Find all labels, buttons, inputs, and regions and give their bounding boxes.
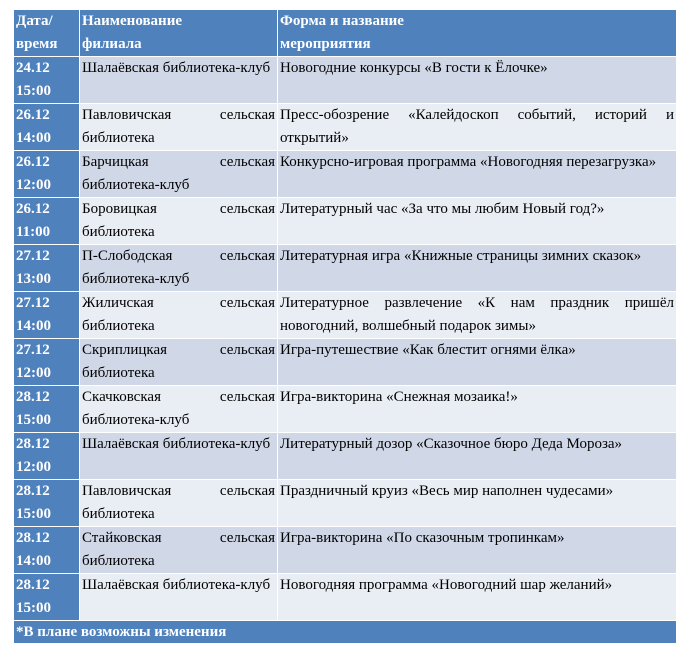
row-time: 12:00 [16,459,51,475]
row-event: Новогодняя программа «Новогодний шар желаний» [278,574,677,621]
table-row [14,104,677,151]
header-event-line1: Форма и название [280,13,404,29]
table-row [14,433,677,480]
row-event: Конкурсно-игровая программа «Новогодняя перезагрузка» [278,151,677,198]
table-row [14,339,677,386]
row-branch: Стайковская сельская библиотека [80,527,278,574]
row-branch: Шалаёвская библиотека-клуб [80,57,278,104]
row-date: 24.12 [16,60,50,76]
row-branch: Шалаёвская библиотека-клуб [80,433,278,480]
row-date-time [14,433,80,480]
table-row [14,480,677,527]
row-date-time [14,104,80,151]
row-date-time [14,574,80,621]
row-date-time [14,245,80,292]
table-row [14,151,677,198]
row-time: 11:00 [16,224,51,240]
row-event: Праздничный круиз «Весь мир наполнен чудесами» [278,480,677,527]
header-branch [80,10,278,57]
row-event: Игра-викторина «По сказочным тропинкам» [278,527,677,574]
row-event: Игра-путешествие «Как блестит огнями ёлка» [278,339,677,386]
row-branch: Павловичская сельская библиотека [80,104,278,151]
row-date: 28.12 [16,577,50,593]
row-time: 15:00 [16,412,51,428]
table-row [14,574,677,621]
row-date-time [14,386,80,433]
row-date: 26.12 [16,107,50,123]
row-date: 27.12 [16,342,50,358]
row-event: Новогодние конкурсы «В гости к Ёлочке» [278,57,677,104]
header-event [278,10,677,57]
events-schedule-table [13,9,677,644]
row-time: 14:00 [16,130,51,146]
row-date-time [14,292,80,339]
table-footer [14,621,677,644]
row-date-time [14,198,80,245]
row-event: Игра-викторина «Снежная мозаика!» [278,386,677,433]
header-event-line2: мероприятия [280,36,371,52]
header-date-line2: время [16,36,58,52]
footer-note: *В плане возможны изменения [14,621,677,644]
row-time: 15:00 [16,600,51,616]
row-time: 14:00 [16,318,51,334]
row-time: 12:00 [16,365,51,381]
table-row [14,245,677,292]
row-branch: Скачковская сельская библиотека-клуб [80,386,278,433]
header-branch-line1: Наименование [82,13,182,29]
table-row [14,386,677,433]
row-date: 28.12 [16,436,50,452]
row-date: 27.12 [16,295,50,311]
row-date: 26.12 [16,201,50,217]
row-date-time [14,480,80,527]
table-body [14,57,677,621]
table-row [14,292,677,339]
row-date-time [14,527,80,574]
header-branch-line2: филиала [82,36,142,52]
row-date: 26.12 [16,154,50,170]
row-branch: Шалаёвская библиотека-клуб [80,574,278,621]
table-header [14,10,677,57]
row-event: Литературное развлечение «К нам праздник пришёл новогодний, волшебный подарок зимы» [278,292,677,339]
row-time: 13:00 [16,271,51,287]
row-time: 15:00 [16,83,51,99]
row-event: Пресс-обозрение «Калейдоскоп событий, историй и открытий» [278,104,677,151]
table-row [14,198,677,245]
row-branch: Жиличская сельская библиотека [80,292,278,339]
header-date-time [14,10,80,57]
row-date-time [14,57,80,104]
row-time: 12:00 [16,177,51,193]
row-date-time [14,151,80,198]
row-date: 28.12 [16,389,50,405]
table-row [14,57,677,104]
table-row [14,527,677,574]
row-date: 28.12 [16,530,50,546]
row-time: 14:00 [16,553,51,569]
row-event: Литературный дозор «Сказочное бюро Деда Мороза» [278,433,677,480]
row-date: 27.12 [16,248,50,264]
row-event: Литературная игра «Книжные страницы зимних сказок» [278,245,677,292]
row-date: 28.12 [16,483,50,499]
row-time: 15:00 [16,506,51,522]
row-branch: Боровицкая сельская библиотека [80,198,278,245]
row-branch: Барчицкая сельская библиотека-клуб [80,151,278,198]
row-branch: Павловичская сельская библиотека [80,480,278,527]
header-date-line1: Дата/ [16,13,53,29]
row-date-time [14,339,80,386]
row-branch: Скриплицкая сельская библиотека [80,339,278,386]
row-event: Литературный час «За что мы любим Новый год?» [278,198,677,245]
row-branch: П-Слободская сельская библиотека-клуб [80,245,278,292]
